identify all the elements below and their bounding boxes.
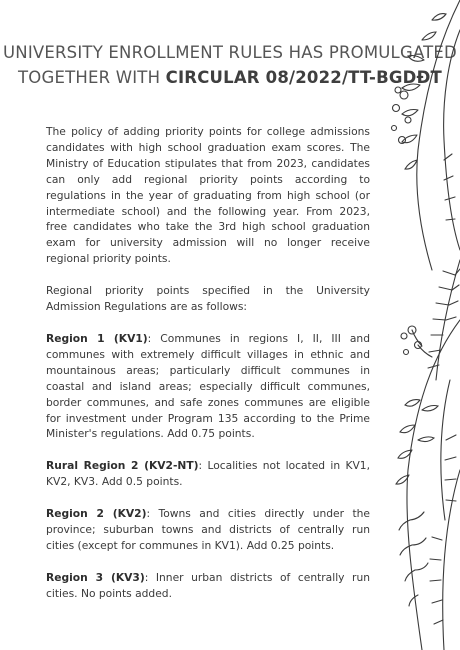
lead-paragraph: Regional priority points specified in the University Admission Regulations are as follows:: [46, 284, 370, 314]
circular-name: CIRCULAR 08/2022/TT-BGDĐT: [165, 68, 442, 87]
rural-region-2-text: : Localities not located in KV1, KV2, KV3. Add 0.5 points.: [46, 459, 370, 489]
region-3-text: : Inner urban districts of centrally run cities. No points added.: [46, 570, 370, 600]
title-line-2-prefix: TOGETHER WITH: [18, 68, 166, 87]
title-line-1: UNIVERSITY ENROLLMENT RULES HAS PROMULGATED: [3, 43, 457, 62]
rural-region-2-paragraph: [46, 458, 370, 490]
region-2-text: : Towns and cities directly under the province; suburban towns and districts of centrally run cities (except for communes in KV1). Add 0.25 points.: [46, 507, 370, 552]
region-3-label: Region 3 (KV3): [46, 570, 145, 584]
region-1-text: : Communes in regions I, II, III and communes with extremely difficult villages in ethnic and mountainous areas; particularly difficult communes in coastal and island areas; especially difficult communes, border communes, and safe zones communes are eligible for investment under Program 135 according to the Prime Minister's regulations. Add 0.75 points.: [46, 331, 370, 441]
intro-paragraph: The policy of adding priority points for college admissions candidates with high school graduation exam scores. The Ministry of Education stipulates that from 2023, candidates can only add regional priority points according to regulations in the year of graduating from high school (or intermediate school) and the following year. From 2023, free candidates who take the 3rd high school graduation exam for university admission will no longer receive regional priority points.: [46, 125, 370, 266]
document-body: [46, 124, 370, 618]
region-1-paragraph: [46, 331, 370, 442]
region-2-label: Region 2 (KV2): [46, 507, 147, 521]
botanical-branches-icon: [360, 0, 460, 650]
rural-region-2-label: Rural Region 2 (KV2-NT): [46, 459, 199, 473]
region-2-paragraph: [46, 506, 370, 554]
region-1-label: Region 1 (KV1): [46, 331, 148, 345]
region-3-paragraph: [46, 570, 370, 602]
